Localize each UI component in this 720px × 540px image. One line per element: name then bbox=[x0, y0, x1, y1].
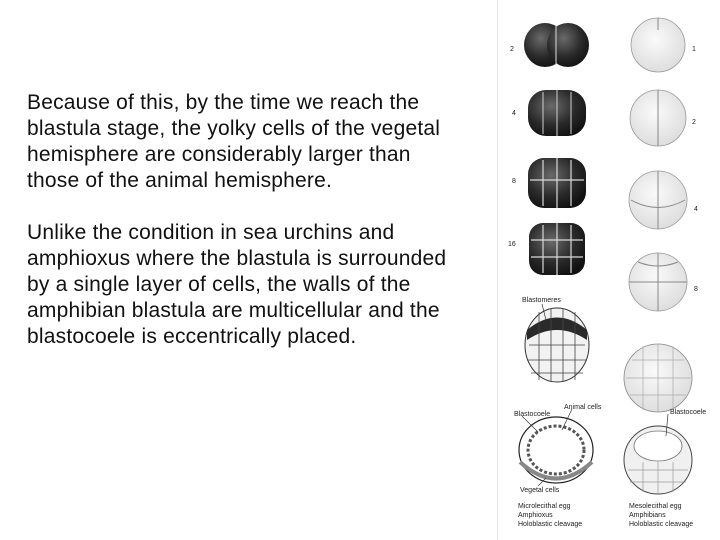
label-blastocoele-left: Blastocoele bbox=[514, 411, 551, 418]
left-cleavage-stage-4 bbox=[528, 90, 586, 136]
cleavage-comparison-figure bbox=[497, 0, 720, 540]
label-vegetal-cells: Vegetal cells bbox=[520, 487, 560, 494]
left-blastula-cells bbox=[525, 308, 589, 382]
cleavage-illustration bbox=[498, 0, 720, 540]
left-cleavage-stage-8 bbox=[528, 158, 586, 208]
label-animal-cells: Animal cells bbox=[564, 404, 602, 411]
stage-number-left-8: 8 bbox=[512, 178, 516, 185]
caption-left-line-3: Holoblastic cleavage bbox=[518, 521, 583, 528]
stage-number-left-4: 4 bbox=[512, 110, 516, 117]
right-blastula-section bbox=[624, 426, 692, 494]
caption-left-line-2: Amphioxus bbox=[518, 512, 553, 519]
stage-number-right-2: 2 bbox=[692, 119, 696, 126]
right-cleavage-stage-1 bbox=[631, 18, 685, 72]
caption-right-line-2: Amphibians bbox=[629, 512, 666, 519]
right-cleavage-stage-8 bbox=[629, 253, 687, 311]
paragraph-yolk-cells: Because of this, by the time we reach the blastula stage, the yolky cells of the vegetal hemisphere are considerably larger than those of the animal hemisphere. bbox=[27, 91, 441, 192]
right-cleavage-stage-4 bbox=[629, 171, 687, 229]
right-cleavage-stage-2 bbox=[630, 90, 686, 146]
stage-number-left-16: 16 bbox=[508, 241, 516, 248]
label-blastomeres: Blastomeres bbox=[522, 297, 561, 304]
paragraph-amphibian-blastula: Unlike the condition in sea urchins and amphioxus where the blastula is surrounded by a single layer of cells, the walls of the amphibian blastula are multicellular and the blastocoele is eccentrically placed. bbox=[27, 221, 447, 348]
stage-number-left-2: 2 bbox=[510, 46, 514, 53]
left-cleavage-stage-2 bbox=[524, 23, 589, 67]
caption-left-line-1: Microlecithal egg bbox=[518, 503, 571, 510]
label-blastocoele-right: Blastocoele bbox=[670, 409, 707, 416]
left-blastula-section bbox=[519, 417, 593, 483]
right-blastula-cells bbox=[624, 344, 692, 412]
stage-number-right-4: 4 bbox=[694, 206, 698, 213]
left-cleavage-stage-16 bbox=[529, 223, 585, 275]
stage-number-right-1: 1 bbox=[692, 46, 696, 53]
stage-number-right-8: 8 bbox=[694, 286, 698, 293]
caption-right-line-1: Mesolecithal egg bbox=[629, 503, 682, 510]
slide-body-text bbox=[27, 90, 467, 376]
caption-right-line-3: Holoblastic cleavage bbox=[629, 521, 694, 528]
